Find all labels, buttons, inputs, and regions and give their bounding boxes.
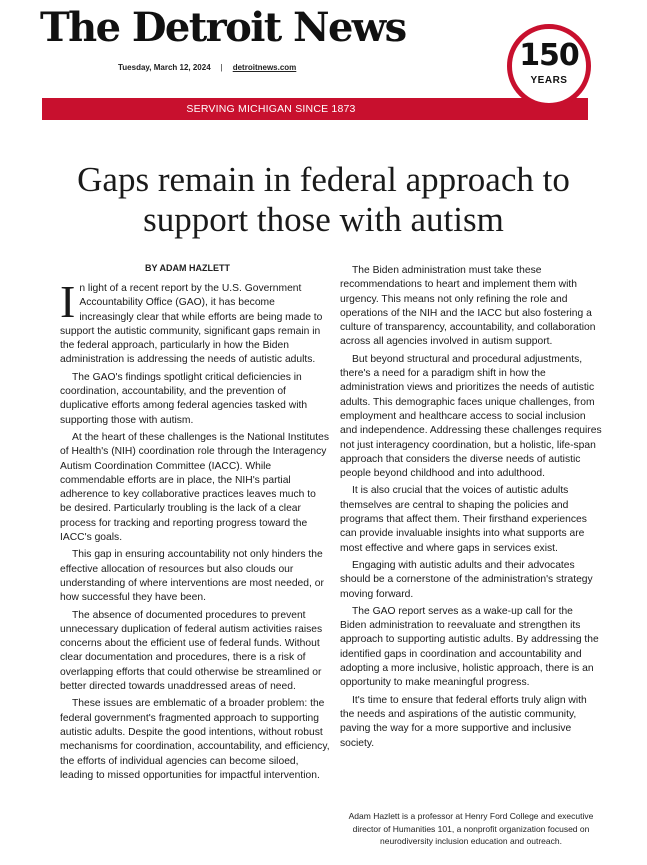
publication-date: Tuesday, March 12, 2024: [118, 63, 211, 72]
masthead-title: The Detroit News: [40, 4, 406, 51]
article-paragraph: At the heart of these challenges is the National Institutes of Health's (NIH) coordination role through the Interagency Autism Coordination Committee (IACC). While commendable efforts are in place, the NIH's partial adherence to key collaborative practices leaves much to be desired. Particularly troubling is the lack of a clear process for tracking and reporting progress toward the IACC's goals.: [60, 431, 330, 544]
drop-cap: I: [60, 276, 76, 327]
author-bio: Adam Hazlett is a professor at Henry Ford College and executive director of Humanities 101, a nonprofit organization focused on neurodiversity inclusion education and outreach.: [348, 811, 594, 846]
article-paragraph: It is also crucial that the voices of autistic adults themselves are central to shaping the policies and programs that affect them. Their firsthand experiences can provide invaluable insights into what supports are most effective and where gaps in services exist.: [340, 485, 587, 554]
article-paragraph: The GAO report serves as a wake-up call for the Biden administration to reevaluate and strengthen its approach to supporting autistic adults. By addressing the identified gaps in coordination and accountability and adopting a more inclusive, holistic approach, there is an opportunity to make meaningful progress.: [340, 605, 599, 689]
paragraph-text: n light of a recent report by the U.S. Government Accountability Office (GAO), it has become increasingly clear that while efforts are being made to support the autistic community, significant gaps remain in the federal approach, particularly in how the Biden administration is addressing the needs of autistic adults.: [60, 283, 323, 366]
article-column-right: [340, 264, 602, 754]
article-paragraph: But beyond structural and procedural adjustments, there's a need for a paradigm shift in how the administration views and prioritizes the needs of autistic adults. This demographic faces unique challenges, from employment and healthcare access to social inclusion and independence. Addressing these challenges requires not just interagency coordination, but a holistic, life-span approach that considers the diverse needs of autistic people beyond childhood and into adulthood.: [340, 353, 602, 480]
anniversary-label: YEARS: [530, 75, 568, 86]
byline: BY ADAM HAZLETT: [145, 263, 230, 273]
dateline: [118, 63, 296, 72]
article-paragraph: [60, 276, 330, 368]
article-paragraph: The absence of documented procedures to prevent unnecessary duplication of federal autism activities raises concerns about the efficient use of federal funds. Without clear documentation and procedures, there is a risk of overlapping efforts that could otherwise be streamlined or better directed towards unaddressed areas of need.: [60, 609, 323, 693]
article-paragraph: The Biden administration must take these recommendations to heart and implement them with urgency. This means not only refining the role and operations of the NIH and the IACC but also fostering a culture of transparency, accountability, and collaboration across all agencies involved in autism support.: [340, 265, 596, 348]
anniversary-badge: [507, 24, 591, 108]
article-column-left: [60, 276, 330, 786]
tagline: SERVING MICHIGAN SINCE 1873: [186, 103, 356, 115]
article-paragraph: These issues are emblematic of a broader problem: the federal government's fragmented approach to supporting autistic adults. Despite the good intentions, without robust mechanisms for coordination, accountability, and efficiency, the efforts of individual agencies can become siloed, leading to missed opportunities for impactful intervention.: [60, 698, 330, 781]
website-link[interactable]: detroitnews.com: [232, 63, 297, 72]
dateline-separator: |: [220, 63, 223, 72]
article-headline: Gaps remain in federal approach to support those with autism: [77, 160, 570, 239]
tagline-band: [42, 98, 588, 120]
article-paragraph: Engaging with autistic adults and their advocates should be a cornerstone of the administration's strategy moving forward.: [340, 559, 593, 600]
anniversary-number: 150: [519, 38, 579, 73]
article-paragraph: This gap in ensuring accountability not only hinders the effective allocation of resources but also clouds our understanding of where interventions are most needed, or how successful they have been.: [60, 549, 324, 604]
article-paragraph: It's time to ensure that federal efforts truly align with the needs and aspirations of the autistic community, paving the way for a more supportive and inclusive society.: [340, 694, 587, 749]
article-paragraph: The GAO's findings spotlight critical deficiencies in coordination, accountability, and the prevention of duplicative efforts among federal agencies tasked with supporting those with autism.: [60, 371, 308, 426]
